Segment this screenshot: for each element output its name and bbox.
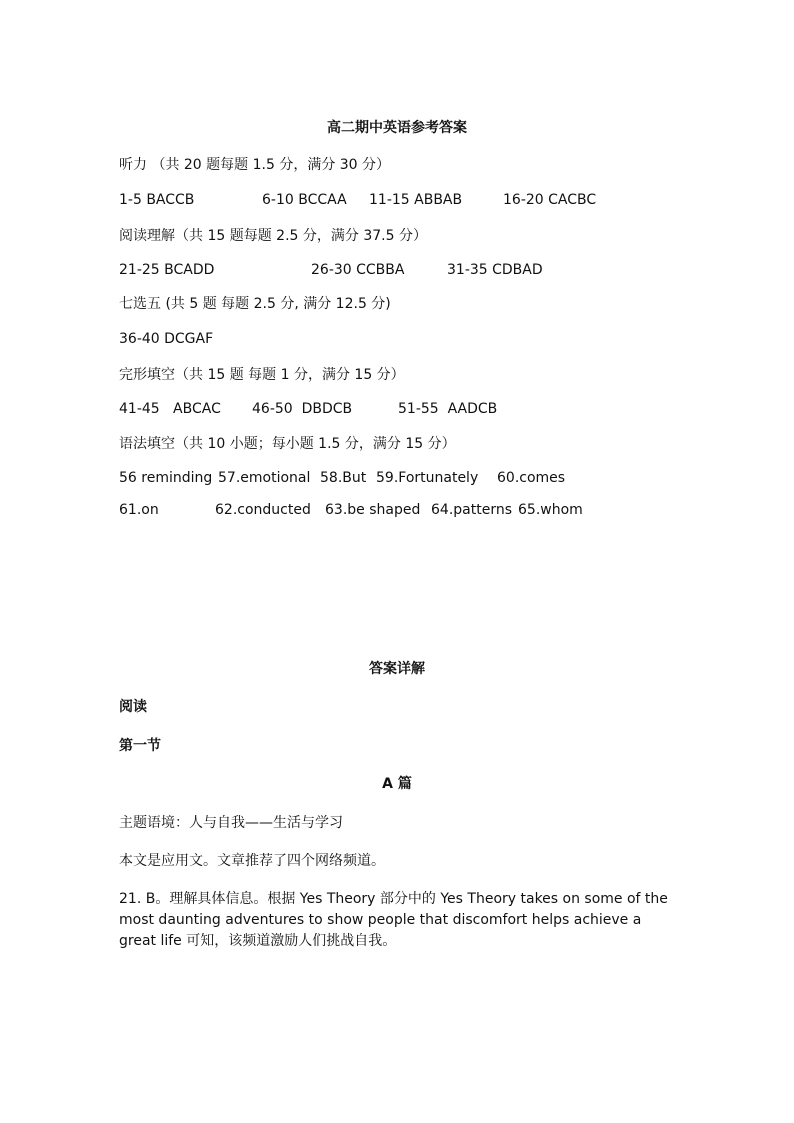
- cloze-group: 46-50 DBDCB: [252, 401, 353, 417]
- grammar-answer: 57.emotional: [218, 470, 311, 486]
- cloze-group: 41-45 ABCAC: [119, 401, 221, 417]
- listening-group: 11-15 ABBAB: [369, 192, 463, 208]
- grammar-answer: 56 reminding: [119, 470, 213, 486]
- reading-group: 26-30 CCBBA: [311, 262, 405, 278]
- grammar-answer: 63.be shaped: [325, 502, 421, 518]
- question-21-explanation: 21. B。理解具体信息。根据 Yes Theory 部分中的 Yes Theory takes on some of the most daunting adventures to show people that discomfort helps achieve a great life 可知，该频道激励人们挑战自我。: [119, 891, 668, 949]
- section-heading: 阅读: [119, 699, 147, 715]
- grammar-answer: 60.comes: [497, 470, 566, 486]
- listening-group: 6-10 BCCAA: [262, 192, 347, 208]
- listening-group: 16-20 CACBC: [503, 192, 597, 208]
- part-heading: 第一节: [119, 738, 161, 754]
- grammar-heading: 语法填空（共 10 小题；每小题 1.5 分，满分 15 分）: [119, 436, 456, 452]
- grammar-answer: 62.conducted: [215, 502, 311, 518]
- grammar-answer: 64.patterns: [431, 502, 512, 518]
- grammar-answer: 59.Fortunately: [376, 470, 479, 486]
- grammar-answer: 58.But: [320, 470, 367, 486]
- reading-heading: 阅读理解（共 15 题每题 2.5 分，满分 37.5 分）: [119, 228, 427, 244]
- reading-group: 21-25 BCADD: [119, 262, 215, 278]
- cloze-group: 51-55 AADCB: [398, 401, 498, 417]
- seven-five-heading: 七选五 (共 5 题 每题 2.5 分, 满分 12.5 分): [119, 296, 391, 312]
- listening-heading: 听力 （共 20 题每题 1.5 分，满分 30 分）: [119, 157, 391, 173]
- listening-group: 1-5 BACCB: [119, 192, 195, 208]
- theme-context: 主题语境：人与自我——生活与学习: [119, 815, 343, 831]
- cloze-heading: 完形填空（共 15 题 每题 1 分，满分 15 分）: [119, 367, 405, 383]
- passage-summary: 本文是应用文。文章推荐了四个网络频道。: [119, 853, 385, 869]
- answer-key-title: 高二期中英语参考答案: [327, 120, 467, 136]
- grammar-answer: 61.on: [119, 502, 159, 518]
- seven-five-answers: 36-40 DCGAF: [119, 331, 214, 347]
- grammar-answer: 65.whom: [518, 502, 583, 518]
- reading-group: 31-35 CDBAD: [447, 262, 543, 278]
- explanation-title: 答案详解: [369, 661, 425, 677]
- passage-heading: A 篇: [382, 776, 412, 792]
